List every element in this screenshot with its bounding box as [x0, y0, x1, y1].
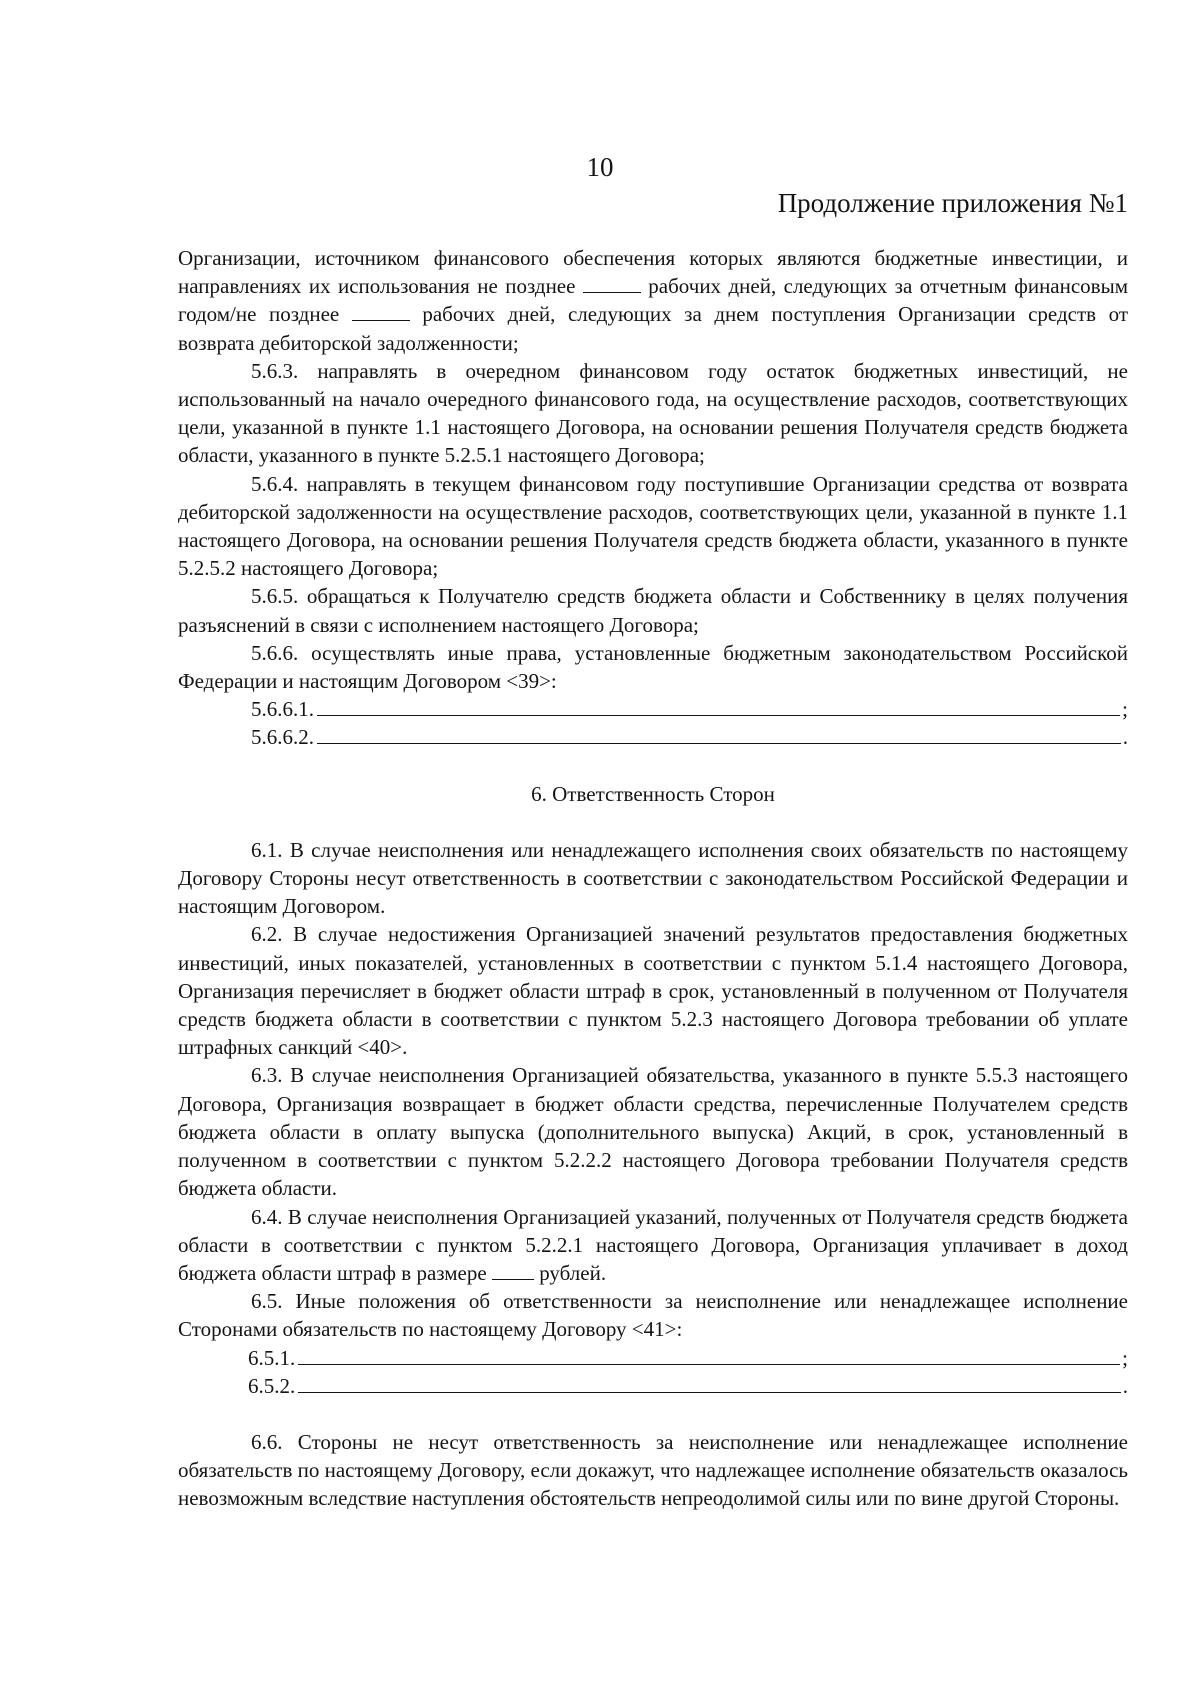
- paragraph-text: рабочих дней, следующих за отчетным финансовым годом/не позднее: [178, 274, 1128, 327]
- blank-field: [492, 1260, 534, 1280]
- paragraph-text: 6.4. В случае неисполнения Организацией указаний, полученных от Получателя средств бюджета области в соответствии с пунктом 5.2.2.1 настоящего Договора, Организация уплачивает в доход бюджета области штраф в размере: [178, 1204, 1128, 1285]
- paragraph-6-3: 6.3. В случае неисполнения Организацией обязательства, указанного в пункте 5.5.3 настоящего Договора, Организация возвращает в бюджет области средства, перечисленные Получателем средств бюджета области в оплату выпуска (дополнительного выпуска) Акций, в срок, установленный в полученном в соответствии с пунктом 5.2.2.2 настоящего Договора требовании Получателя средств бюджета области.: [178, 1063, 1128, 1201]
- section-title: 6. Ответственность Сторон: [531, 781, 775, 806]
- item-label: 6.5.1.: [248, 1345, 296, 1370]
- paragraph-6-2: 6.2. В случае недостижения Организацией значений результатов предоставления бюджетных инвестиций, иных показателей, установленных в соответствии с пунктом 5.1.4 настоящего Договора, Организация перечисляет в бюджет области штраф в срок, установленный в полученном от Получателя средств бюджета области в соответствии с пунктом 5.2.3 настоящего Договора требовании об уплате штрафных санкций <40>.: [178, 922, 1128, 1060]
- paragraph-text: рабочих дней, следующих за днем поступления Организации средств от возврата дебиторской задолженности;: [178, 302, 1129, 355]
- blank-line: [317, 695, 1120, 716]
- paragraph-continuation: [178, 244, 1128, 357]
- blank-field: [352, 301, 410, 321]
- blank-line: [317, 723, 1121, 744]
- paragraph-6-5: 6.5. Иные положения об ответственности за неисполнение или ненадлежащее исполнение Сторонами обязательств по настоящему Договору <41>:: [178, 1289, 1128, 1342]
- blank-field: [583, 273, 641, 293]
- fill-line-5-6-6-1: [178, 695, 1128, 723]
- paragraph-5-6-5: 5.6.5. обращаться к Получателю средств бюджета области и Собственнику в целях получения разъяснений в связи с исполнением настоящего Договора;: [178, 584, 1128, 637]
- fill-line-6-5-1: [178, 1344, 1128, 1372]
- item-end: .: [1122, 1373, 1128, 1398]
- item-end: ;: [1122, 697, 1128, 722]
- item-end: .: [1122, 725, 1128, 750]
- paragraph-5-6-3: 5.6.3. направлять в очередном финансовом году остаток бюджетных инвестиций, не использованный на начало очередного финансового года, на осуществление расходов, соответствующих цели, указанной в пункте 1.1 настоящего Договора, на основании решения Получателя средств бюджета области, указанного в пункте 5.2.5.1 настоящего Договора;: [178, 358, 1128, 468]
- paragraph-6-1: 6.1. В случае неисполнения или ненадлежащего исполнения своих обязательств по настоящему Договору Стороны несут ответственность в соответствии с законодательством Российской Федерации и настоящим Договором.: [178, 837, 1128, 919]
- paragraph-6-4: [178, 1203, 1128, 1288]
- paragraph-5-6-6: 5.6.6. осуществлять иные права, установленные бюджетным законодательством Российской Федерации и настоящим Договором <39>:: [178, 640, 1128, 694]
- appendix-label: Продолжение приложения №1: [777, 188, 1128, 218]
- page-number: 10: [586, 152, 614, 182]
- fill-line-5-6-6-2: [178, 723, 1128, 751]
- blank-line: [298, 1344, 1120, 1365]
- paragraph-text: рублей.: [539, 1260, 607, 1285]
- item-label: 5.6.6.2.: [251, 725, 314, 750]
- paragraph-6-6: 6.6. Стороны не несут ответственность за неисполнение или ненадлежащее исполнение обязательств по настоящему Договору, если докажут, что надлежащее исполнение обязательств оказалось невозможным вследствие наступления обстоятельств непреодолимой силы или по вине другой Стороны.: [178, 1429, 1128, 1511]
- item-label: 6.5.2.: [248, 1373, 296, 1398]
- paragraph-5-6-4: 5.6.4. направлять в текущем финансовом году поступившие Организации средства от возврата дебиторской задолженности на осуществление расходов, соответствующих цели, указанной в пункте 1.1 настоящего Договора, на основании решения Получателя средств бюджета области, указанного в пункте 5.2.5.2 настоящего Договора;: [178, 471, 1128, 581]
- paragraph-text: Организации, источником финансового обеспечения которых являются бюджетные инвестиции, и направлениях их использования не позднее: [178, 246, 1128, 299]
- item-end: ;: [1122, 1345, 1128, 1370]
- blank-line: [298, 1372, 1121, 1393]
- item-label: 5.6.6.1.: [251, 697, 314, 722]
- document-body: [178, 244, 1128, 1513]
- fill-line-6-5-2: [178, 1372, 1128, 1400]
